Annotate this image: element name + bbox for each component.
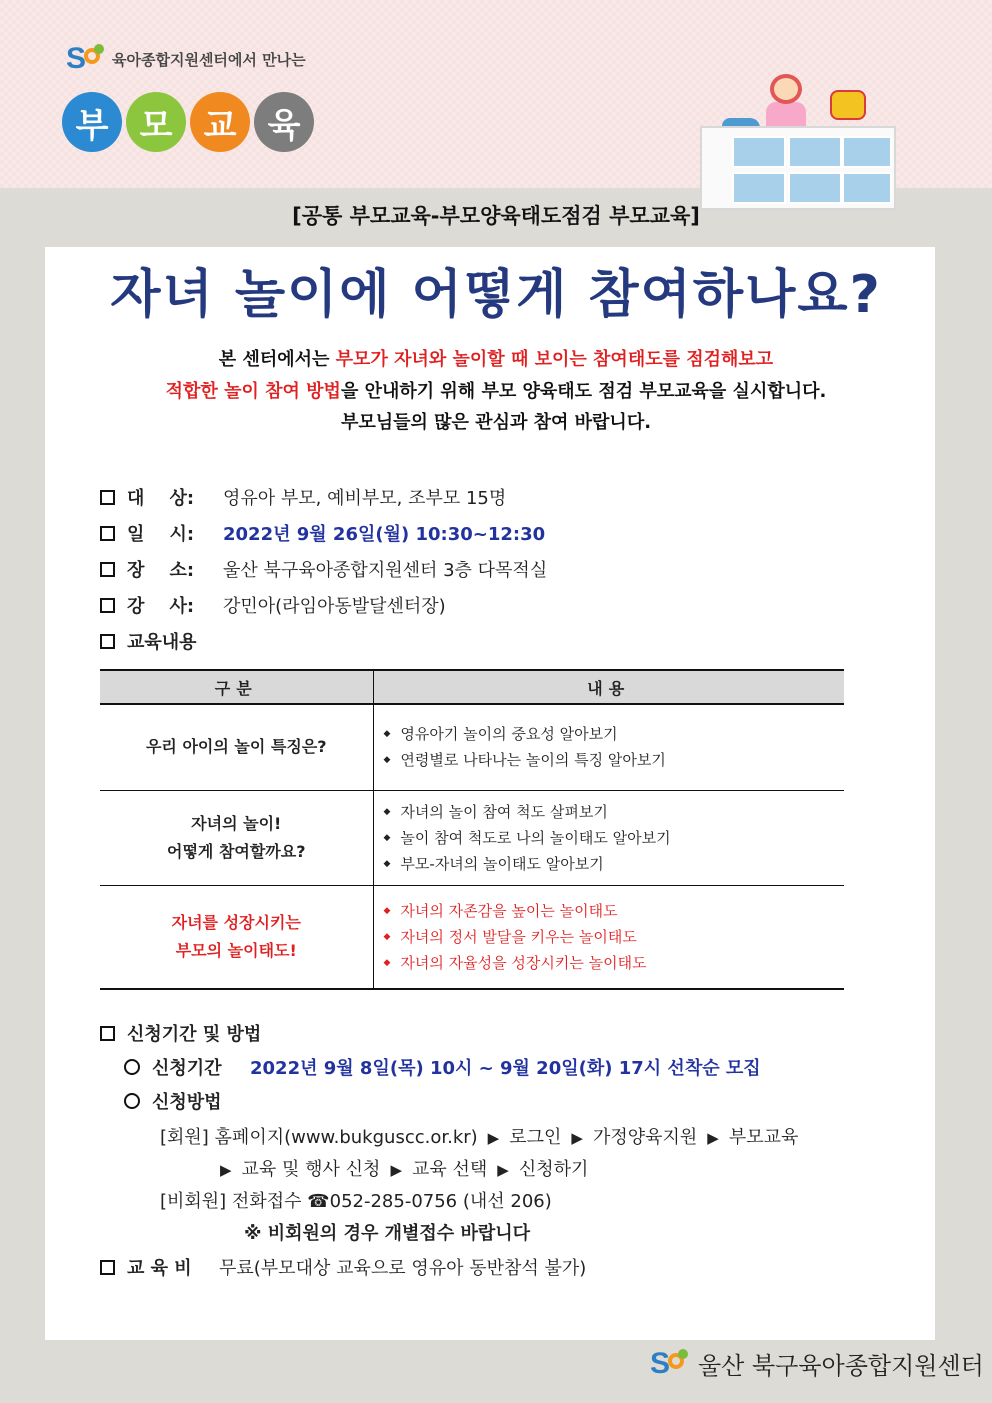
method-step: 교육 및 행사 신청 (241, 1159, 381, 1180)
checkbox-icon (100, 1026, 115, 1041)
list-item (384, 898, 835, 924)
checkbox-icon (100, 598, 115, 613)
method-step: 교육 선택 (411, 1159, 488, 1180)
category-text: 자녀를 성장시키는 (171, 912, 301, 932)
info-lecturer (100, 592, 446, 618)
category-text: 어떻게 참여할까요? (167, 841, 306, 861)
info-label: 교육내용 (127, 632, 197, 653)
badge: 육 (254, 92, 314, 152)
table-row (100, 704, 844, 790)
method-step: 가정양육지원 (592, 1127, 698, 1148)
method-step: 로그인 (509, 1127, 562, 1148)
table-category (100, 790, 373, 885)
header-logo (66, 44, 306, 74)
item-text: 부모-자녀의 놀이태도 알아보기 (400, 854, 604, 873)
table-items (373, 704, 844, 790)
arrow-right-icon: ▶ (390, 1161, 402, 1179)
list-item (384, 851, 835, 877)
nonmember-note: ※ 비회원의 경우 개별접수 바랍니다 (244, 1223, 530, 1244)
table-items (373, 790, 844, 885)
title-badges (62, 92, 314, 152)
list-item (384, 950, 835, 976)
arrow-right-icon: ▶ (707, 1129, 719, 1147)
apply-section (100, 1020, 261, 1046)
member-prefix: [회원] 홈페이지(www.bukguscc.or.kr) (160, 1127, 478, 1148)
toy-shelf-illustration (700, 60, 900, 210)
item-text: 자녀의 자율성을 성장시키는 놀이태도 (400, 953, 647, 972)
method-step: 신청하기 (518, 1159, 589, 1180)
badge: 모 (126, 92, 186, 152)
method-label: 신청방법 (152, 1092, 222, 1113)
toy-phone-icon (830, 90, 866, 120)
section-label: 신청기간 및 방법 (127, 1024, 262, 1045)
fee-label: 교 육 비 (127, 1258, 192, 1279)
curriculum-table (100, 669, 844, 990)
intro-line-3: 부모님들의 많은 관심과 참여 바랍니다. (340, 412, 652, 433)
intro-text: 본 센터에서는 (218, 349, 336, 370)
intro-text: 을 안내하기 위해 부모 양육태도 점검 부모교육을 실시합니다. (340, 381, 827, 402)
period-label: 신청기간 (152, 1058, 222, 1079)
category-text: 우리 아이의 놀이 특징은? (145, 737, 327, 757)
diamond-bullet-icon: ◆ (383, 806, 391, 817)
page-title: 자녀 놀이에 어떻게 참여하나요? (110, 265, 882, 325)
category-text: 부모의 놀이태도! (175, 940, 297, 960)
arrow-right-icon: ▶ (220, 1161, 232, 1179)
info-value: 울산 북구육아종합지원센터 3층 다목적실 (223, 560, 548, 581)
apply-period (124, 1054, 761, 1080)
diamond-bullet-icon: ◆ (383, 832, 391, 843)
info-content (100, 628, 223, 654)
intro-line-2 (0, 377, 992, 403)
list-item (384, 924, 835, 950)
method-step: 부모교육 (728, 1127, 799, 1148)
member-method (160, 1123, 798, 1149)
info-date (100, 520, 545, 546)
footer-org: 울산 북구육아종합지원센터 (698, 1352, 984, 1380)
info-label: 장 소: (127, 560, 195, 581)
table-header: 구분 (100, 670, 373, 704)
item-text: 연령별로 나타나는 놀이의 특징 알아보기 (400, 751, 666, 770)
center-logo-icon: S (66, 44, 106, 74)
diamond-bullet-icon: ◆ (383, 858, 391, 869)
subtitle: [공통 부모교육-부모양육태도점검 부모교육] (292, 204, 700, 228)
item-text: 영유아기 놀이의 중요성 알아보기 (400, 725, 618, 744)
diamond-bullet-icon: ◆ (383, 755, 391, 766)
arrow-right-icon: ▶ (497, 1161, 509, 1179)
fee-value: 무료(부모대상 교육으로 영유아 동반참석 불가) (219, 1258, 587, 1279)
arrow-right-icon: ▶ (571, 1129, 583, 1147)
table-category (100, 885, 373, 989)
footer-logo (650, 1346, 984, 1381)
checkbox-icon (100, 1260, 115, 1275)
table-row (100, 885, 844, 989)
list-item (384, 825, 835, 851)
intro-highlight: 부모가 자녀와 놀이할 때 보이는 참여태도를 점검해보고 (335, 349, 774, 370)
info-place (100, 556, 547, 582)
info-value: 강민아(라임아동발달센터장) (223, 596, 446, 617)
doll-icon (770, 74, 802, 104)
list-item (384, 747, 835, 773)
info-label: 대 상: (127, 488, 195, 509)
info-value: 2022년 9월 26일(월) 10:30~12:30 (223, 524, 546, 545)
fee-line (100, 1254, 586, 1280)
arrow-right-icon: ▶ (487, 1129, 500, 1147)
shelf-body (700, 126, 896, 210)
diamond-bullet-icon: ◆ (383, 957, 391, 968)
circle-bullet-icon (124, 1093, 140, 1109)
table-items (373, 885, 844, 989)
nonmember-method: [비회원] 전화접수 ☎052-285-0756 (내선 206) (160, 1191, 552, 1212)
checkbox-icon (100, 562, 115, 577)
diamond-bullet-icon: ◆ (383, 729, 391, 740)
diamond-bullet-icon: ◆ (383, 931, 391, 942)
period-value: 2022년 9월 8일(목) 10시 ~ 9월 20일(화) 17시 선착순 모집 (250, 1058, 761, 1079)
badge: 부 (62, 92, 122, 152)
member-method-cont (210, 1155, 588, 1181)
diamond-bullet-icon: ◆ (383, 905, 391, 916)
checkbox-icon (100, 526, 115, 541)
apply-method (124, 1088, 222, 1114)
table-header: 내용 (373, 670, 844, 704)
info-label: 강 사: (127, 596, 195, 617)
intro-highlight: 적합한 놀이 참여 방법 (165, 381, 341, 402)
item-text: 자녀의 정서 발달을 키우는 놀이태도 (400, 927, 637, 946)
item-text: 놀이 참여 척도로 나의 놀이태도 알아보기 (400, 828, 671, 847)
checkbox-icon (100, 490, 115, 505)
list-item (384, 721, 835, 747)
center-logo-icon: S (650, 1349, 690, 1379)
category-text: 자녀의 놀이! (191, 813, 282, 833)
circle-bullet-icon (124, 1059, 140, 1075)
table-category (100, 704, 373, 790)
info-label: 일 시: (127, 524, 195, 545)
logo-text: 육아종합지원센터에서 만나는 (112, 50, 306, 69)
list-item (384, 799, 835, 825)
info-target (100, 484, 506, 510)
intro-line-1 (0, 345, 992, 371)
item-text: 자녀의 자존감을 높이는 놀이태도 (400, 901, 618, 920)
table-row (100, 790, 844, 885)
checkbox-icon (100, 634, 115, 649)
table-header-row (100, 670, 844, 704)
item-text: 자녀의 놀이 참여 척도 살펴보기 (400, 802, 608, 821)
badge: 교 (190, 92, 250, 152)
info-value: 영유아 부모, 예비부모, 조부모 15명 (223, 488, 507, 509)
